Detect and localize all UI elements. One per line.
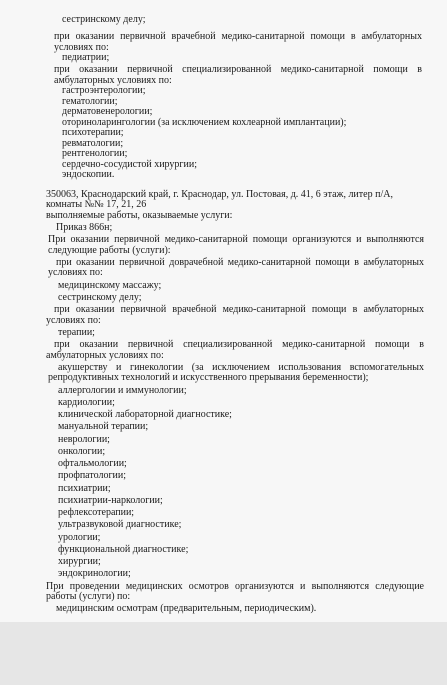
- document-line: профпатологии;: [58, 470, 127, 481]
- document-line: ультразвуковой диагностике;: [58, 519, 182, 530]
- document-line: медицинским осмотрам (предварительным, периодическим).: [56, 603, 317, 614]
- document-line: акушерству и гинекологии (за исключением использования вспомогательных: [58, 362, 424, 373]
- document-line: ревматологии;: [62, 138, 124, 149]
- document-line: аллергологии и иммунологии;: [58, 385, 187, 396]
- document-line: комнаты №№ 17, 21, 26: [46, 199, 147, 210]
- document-line: мануальной терапии;: [58, 421, 149, 432]
- document-line: дерматовенерологии;: [62, 106, 153, 117]
- document-line: При проведении медицинских осмотров организуются и выполняются следующие: [46, 581, 424, 592]
- document-line: оториноларингологии (за исключением кохлеарной имплантации);: [62, 117, 347, 128]
- document-line: следующие работы (услуги):: [48, 245, 171, 256]
- document-line: кардиологии;: [58, 397, 115, 408]
- document-line: условиях по:: [46, 315, 101, 326]
- document-line: функциональной диагностике;: [58, 544, 189, 555]
- document-line: при оказании первичной специализированной медико-санитарной помощи в: [54, 339, 424, 350]
- document-line: условиях по:: [54, 42, 109, 53]
- document-line: офтальмологии;: [58, 458, 127, 469]
- document-line: Приказ 866н;: [56, 222, 113, 233]
- document-line: рентгенологии;: [62, 148, 128, 159]
- document-line: сердечно-сосудистой хирургии;: [62, 159, 197, 170]
- document-line: при оказании первичной специализированной медико-санитарной помощи в: [54, 64, 422, 75]
- document-line: при оказании первичной врачебной медико-санитарной помощи в амбулаторных: [54, 304, 424, 315]
- document-line: репродуктивных технологий и искусственного прерывания беременности);: [48, 372, 369, 383]
- document-line: 350063, Краснодарский край, г. Краснодар, ул. Постовая, д. 41, 6 этаж, литер п/А,: [46, 189, 393, 200]
- document-line: выполняемые работы, оказываемые услуги:: [46, 210, 233, 221]
- document-line: рефлексотерапии;: [58, 507, 135, 518]
- document-line: условиях по:: [48, 267, 103, 278]
- document-line: эндокринологии;: [58, 568, 131, 579]
- document-line: хирургии;: [58, 556, 101, 567]
- document-line: педиатрии;: [62, 52, 110, 63]
- document-line: урологии;: [58, 532, 101, 543]
- document-line: амбулаторных условиях по:: [46, 350, 164, 361]
- document-line: При оказании первичной медико-санитарной помощи организуются и выполняются: [48, 234, 424, 245]
- document-line: работы (услуги) по:: [46, 591, 131, 602]
- document-line: при оказании первичной врачебной медико-санитарной помощи в амбулаторных: [54, 31, 422, 42]
- document-line: психиатрии-наркологии;: [58, 495, 163, 506]
- document-line: сестринскому делу;: [58, 292, 142, 303]
- document-line: психиатрии;: [58, 483, 111, 494]
- document-line: при оказании первичной доврачебной медико-санитарной помощи в амбулаторных: [56, 257, 424, 268]
- page-bottom-margin: [0, 622, 447, 685]
- document-line: амбулаторных условиях по:: [54, 75, 172, 86]
- document-line: клинической лабораторной диагностике;: [58, 409, 232, 420]
- document-line: терапии;: [58, 327, 95, 338]
- document-line: эндоскопии.: [62, 169, 115, 180]
- document-line: гастроэнтерологии;: [62, 85, 146, 96]
- document-line: неврологии;: [58, 434, 110, 445]
- document-line: психотерапии;: [62, 127, 124, 138]
- document-line: медицинскому массажу;: [58, 280, 162, 291]
- document-line: онкологии;: [58, 446, 106, 457]
- document-line: гематологии;: [62, 96, 118, 107]
- document-line: сестринскому делу;: [62, 14, 146, 25]
